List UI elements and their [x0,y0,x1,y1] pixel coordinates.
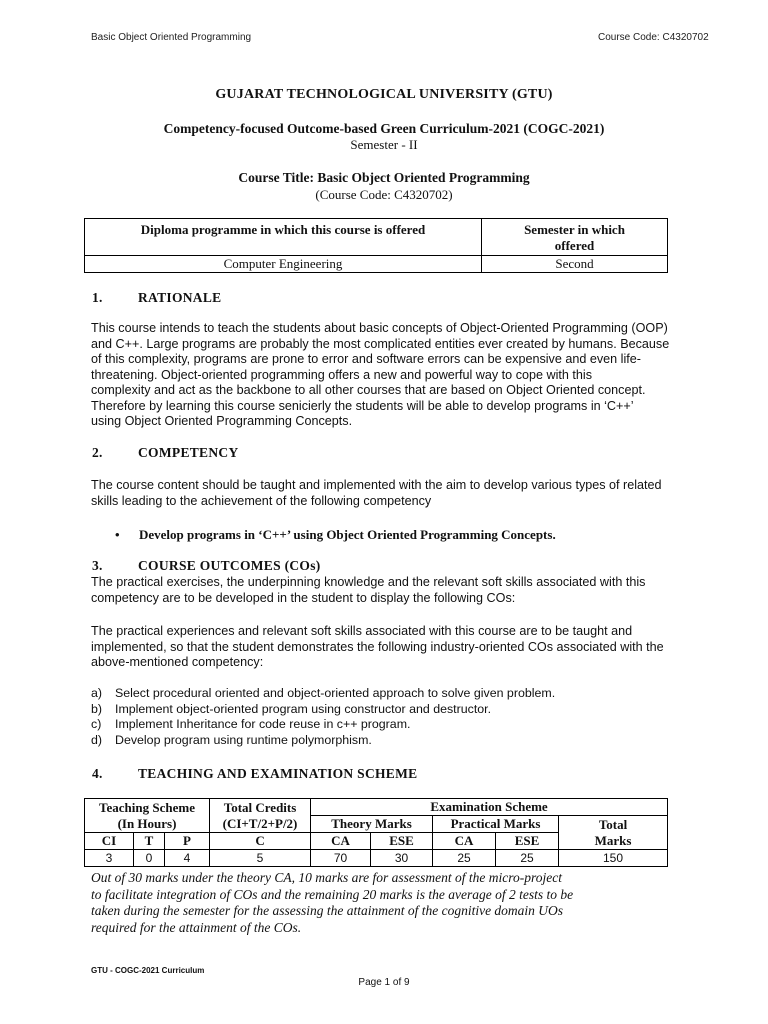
text-line: of this complexity, programs are prone to error and software errors can be expensive and even life- [91,352,641,366]
p-value: 4 [165,850,210,867]
competency-paragraph [91,478,677,509]
total-marks-line2: Marks [594,832,632,848]
section-competency-heading [92,445,239,461]
page-number: Page 1 of 9 [358,977,410,988]
teaching-scheme-header [85,799,210,833]
text-line: required for the attainment of the COs. [91,919,302,935]
ci-header: CI [85,833,134,850]
practical-ese-value: 25 [496,850,559,867]
text-line: complexity and act as the backbone to all other courses that are based on Object Oriented concept. [91,383,646,397]
list-letter: d) [91,733,103,748]
text-line: The practical exercises, the underpinning knowledge and the relevant soft skills associated with this [91,575,646,589]
total-credits-header [210,799,311,833]
list-text: Implement Inheritance for code reuse in c++ program. [115,717,411,732]
text-line: above-mentioned competency: [91,655,264,669]
outcomes-paragraph-1 [91,575,677,606]
practical-ca-header: CA [433,833,496,850]
section-title: COURSE OUTCOMES (COs) [138,558,321,573]
theory-ese-header: ESE [371,833,433,850]
practical-ca-value: 25 [433,850,496,867]
theory-marks-header: Theory Marks [311,816,433,833]
scheme-table [84,798,668,867]
text-line: The practical experiences and relevant soft skills associated with this course are to be taught and [91,624,633,638]
list-item [91,686,555,702]
theory-ese-value: 30 [371,850,433,867]
total-marks-line1: Total [598,816,628,832]
programme-table [84,218,668,273]
section-number: 1. [92,290,103,305]
p-header: P [165,833,210,850]
total-credits-line2: (CI+T/2+P/2) [222,815,298,831]
text-line: and C++. Large programs are probably the most complicated entities ever created by humans. Because [91,336,670,351]
list-item [91,717,555,733]
section-outcomes-heading [92,558,321,574]
university-title: GUJARAT TECHNOLOGICAL UNIVERSITY (GTU) [215,87,553,102]
list-text: Develop program using runtime polymorphism. [115,733,372,748]
t-value: 0 [134,850,165,867]
list-item [91,733,555,749]
course-outcomes-list [91,686,555,749]
competency-bullet [115,527,556,543]
text-line: The course content should be taught and implemented with the aim to develop various types of related [91,478,662,492]
text-line: Out of 30 marks under the theory CA, 10 marks are for assessment of the micro-project [91,870,562,885]
programme-value: Computer Engineering [85,256,482,273]
exam-scheme-header: Examination Scheme [311,799,668,816]
practical-ese-header: ESE [496,833,559,850]
text-line: skills leading to the achievement of the following competency [91,493,432,508]
scheme-note [91,870,681,936]
text-line: threatening. Object-oriented programming offers a new and powerful way to cope with this [91,367,592,382]
section-rationale-heading [92,290,221,306]
section-title: COMPETENCY [138,445,239,460]
list-letter: a) [91,686,103,700]
teaching-scheme-line2: (In Hours) [117,815,177,831]
semester-header [482,219,668,256]
programme-header: Diploma programme in which this course is offered [85,219,482,256]
header-course-code: Course Code: C4320702 [598,32,709,43]
bullet-icon: • [115,527,120,542]
text-line: competency are to be developed in the student to display the following COs: [91,590,516,605]
ci-value: 3 [85,850,134,867]
t-header: T [134,833,165,850]
section-number: 3. [92,558,103,573]
rationale-paragraph [91,321,677,430]
section-scheme-heading [92,766,417,782]
text-line: using Object Oriented Programming Concepts. [91,414,353,428]
semester-header-line1: Semester in which [524,222,625,237]
course-code: (Course Code: C4320702) [315,187,453,202]
competency-statement: Develop programs in ‘C++’ using Object Oriented Programming Concepts. [139,527,556,542]
section-title: RATIONALE [138,290,222,305]
list-text: Implement object-oriented program using constructor and destructor. [115,701,492,716]
theory-ca-header: CA [311,833,371,850]
c-value: 5 [210,850,311,867]
text-line: implemented, so that the student demonstrates the following industry-oriented COs associated with the [91,639,664,654]
list-letter: b) [91,701,103,716]
total-marks-header [559,816,668,850]
semester-label: Semester - II [350,137,418,152]
footer-curriculum: GTU - COGC-2021 Curriculum [91,966,205,975]
total-credits-line1: Total Credits [223,799,297,815]
course-title: Course Title: Basic Object Oriented Programming [238,170,530,185]
list-item [91,702,555,718]
teaching-scheme-line1: Teaching Scheme [99,799,195,815]
text-line: This course intends to teach the students about basic concepts of Object-Oriented Programming (OOP) [91,321,668,335]
semester-value: Second [482,256,668,273]
text-line: Therefore by learning this course senicierly the students will be able to develop programs in ‘C++’ [91,398,634,413]
curriculum-title: Competency-focused Outcome-based Green Curriculum-2021 (COGC-2021) [163,121,605,136]
theory-ca-value: 70 [311,850,371,867]
section-number: 2. [92,445,103,460]
c-header: C [210,833,311,850]
list-text: Select procedural oriented and object-oriented approach to solve given problem. [115,686,556,700]
text-line: taken during the semester for the assessing the attainment of the cognitive domain UOs [91,903,564,918]
text-line: to facilitate integration of COs and the remaining 20 marks is the average of 2 tests to be [91,886,574,902]
section-title: TEACHING AND EXAMINATION SCHEME [138,766,418,781]
header-course-name: Basic Object Oriented Programming [91,32,252,43]
practical-marks-header: Practical Marks [433,816,559,833]
total-marks-value: 150 [559,850,668,867]
semester-header-line2: offered [554,238,595,253]
section-number: 4. [92,766,103,781]
list-letter: c) [91,717,102,732]
outcomes-paragraph-2 [91,624,677,671]
